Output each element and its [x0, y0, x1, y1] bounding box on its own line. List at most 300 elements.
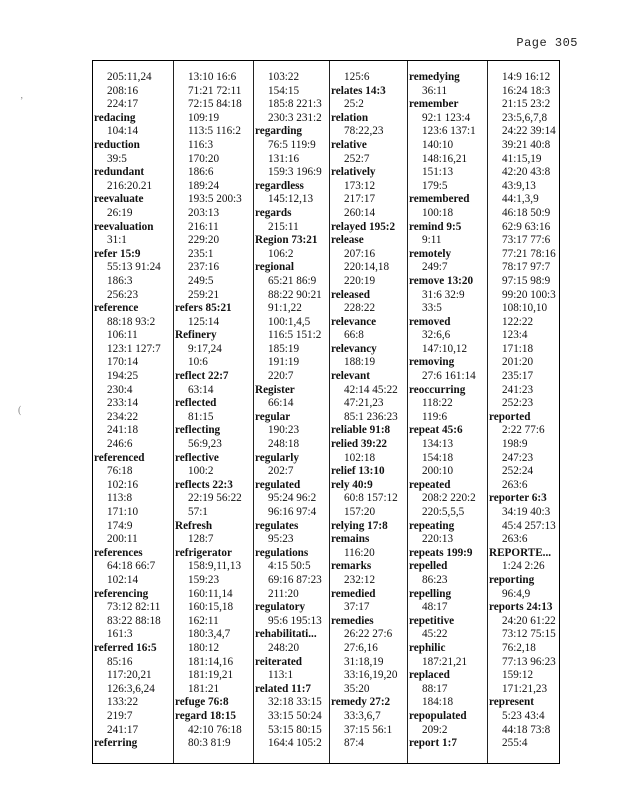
- page-reference: 171:10: [107, 506, 139, 518]
- page-reference: 99:20 100:3: [502, 288, 556, 301]
- page-reference: 85:16: [107, 655, 133, 668]
- page-reference: 180:12: [188, 641, 220, 654]
- page-reference: 241:23: [502, 383, 534, 396]
- page-reference: 9:11: [422, 234, 442, 247]
- page-reference: 103:22: [268, 71, 300, 83]
- index-term: removed: [409, 315, 451, 328]
- page-reference: 219:7: [107, 709, 133, 722]
- page-reference: 47:21,23: [344, 397, 384, 410]
- page-reference: 95:23: [268, 533, 294, 546]
- page-reference: 33:5: [422, 302, 442, 315]
- page-reference: 229:20: [188, 234, 220, 247]
- page-reference: 14:9 16:12: [502, 71, 551, 83]
- page-reference: 72:15 84:18: [188, 98, 242, 111]
- page-reference: 116:20: [344, 546, 375, 559]
- page-reference: 246:6: [107, 438, 133, 451]
- index-column-5: [407, 61, 487, 763]
- page-reference: 118:22: [422, 397, 453, 410]
- index-term: redundant: [94, 166, 145, 179]
- page-reference: 37:15 56:1: [344, 723, 393, 736]
- page-reference: 181:14,16: [188, 655, 234, 668]
- index-term: released: [331, 288, 370, 301]
- index-term: relevance: [331, 315, 377, 328]
- page-reference: 116:5 151:2: [268, 329, 322, 342]
- index-term: reflected: [175, 397, 217, 410]
- index-term: relatively: [331, 166, 376, 179]
- page-reference: 102:18: [344, 451, 376, 464]
- page-reference: 73:12 82:11: [107, 601, 161, 614]
- page-reference: 33:16,19,20: [344, 669, 398, 682]
- page-reference: 77:21 78:16: [502, 247, 556, 260]
- index-term: regards: [255, 206, 292, 219]
- index-term: repopulated: [409, 709, 467, 722]
- page-reference: 96:16 97:4: [268, 506, 317, 518]
- page-reference: 91:1,22: [268, 302, 302, 315]
- page-reference: 73:17 77:6: [502, 234, 551, 247]
- page-reference: 34:19 40:3: [502, 506, 551, 518]
- page-reference: 27:6 161:14: [422, 370, 476, 383]
- page-reference: 220:5,5,5: [422, 506, 465, 518]
- page-reference: 119:6: [422, 410, 448, 423]
- page-reference: 21:15 23:2: [502, 98, 551, 111]
- index-term: referencing: [94, 587, 149, 600]
- index-term: relevant: [331, 370, 370, 383]
- index-term: remedy 27:2: [331, 696, 391, 709]
- page-reference: 64:18 66:7: [107, 560, 156, 573]
- index-term: Refresh: [175, 519, 213, 532]
- page-reference: 216:20.21: [107, 179, 153, 192]
- page-reference: 255:4: [502, 737, 528, 750]
- page-reference: 203:13: [188, 206, 220, 219]
- page-reference: 154:18: [422, 451, 454, 464]
- page-reference: 88:18 93:2: [107, 315, 156, 328]
- page-reference: 57:1: [188, 506, 208, 518]
- index-term: reported: [489, 410, 531, 423]
- page-reference: 161:3: [107, 628, 133, 641]
- index-term: remind 9:5: [409, 220, 462, 233]
- page-reference: 25:2: [344, 98, 364, 111]
- index-term: remedied: [331, 587, 376, 600]
- index-term: referred 16:5: [94, 641, 157, 654]
- page-reference: 42:20 43:8: [502, 166, 551, 179]
- page-reference: 42:10 76:18: [188, 723, 242, 736]
- page-reference: 228:22: [344, 302, 376, 315]
- index-term: regulates: [255, 519, 299, 532]
- page-reference: 16:24 18:3: [502, 84, 551, 97]
- page-reference: 95:24 96:2: [268, 492, 317, 505]
- index-term: rephilic: [409, 641, 446, 654]
- page-reference: 123:1 127:7: [107, 342, 161, 355]
- page-reference: 78:22,23: [344, 125, 384, 138]
- page-reference: 65:21 86:9: [268, 274, 317, 287]
- page-reference: 247:23: [502, 451, 534, 464]
- page-reference: 69:16 87:23: [268, 573, 322, 586]
- page-reference: 131:16: [268, 152, 300, 165]
- page-reference: 158:9,11,13: [188, 560, 242, 573]
- index-term: rely 40:9: [331, 478, 373, 491]
- index-term: regulated: [255, 478, 301, 491]
- index-term: reflects 22:3: [175, 478, 233, 491]
- scan-mark: (: [18, 405, 22, 416]
- page-reference: 173:12: [344, 179, 376, 192]
- page-reference: 145:12,13: [268, 193, 314, 206]
- page-reference: 73:12 75:15: [502, 628, 556, 641]
- page-reference: 109:19: [188, 111, 220, 124]
- index-term: reevaluation: [94, 220, 154, 233]
- word-index-table: [92, 60, 560, 764]
- page-reference: 102:14: [107, 573, 139, 586]
- page-reference: 60:8 157:12: [344, 492, 398, 505]
- index-term: reporting: [489, 573, 535, 586]
- page-reference: 76:5 119:9: [268, 138, 316, 151]
- page-reference: 220:14,18: [344, 261, 390, 274]
- page-reference: 63:14: [188, 383, 214, 396]
- page-reference: 160:15,18: [188, 601, 234, 614]
- index-term: related 11:7: [255, 682, 312, 695]
- page-reference: 88:17: [422, 682, 448, 695]
- page-reference: 186:6: [188, 166, 214, 179]
- page-reference: 194:25: [107, 370, 139, 383]
- page-reference: 22:19 56:22: [188, 492, 242, 505]
- page-reference: 151:13: [422, 166, 454, 179]
- page-reference: 53:15 80:15: [268, 723, 322, 736]
- page-reference: 87:4: [344, 737, 364, 750]
- index-column-2: [173, 61, 253, 763]
- index-term: reliable 91:8: [331, 424, 391, 437]
- index-term: relying 17:8: [331, 519, 388, 532]
- page-reference: 181:19,21: [188, 669, 234, 682]
- page-reference: 248:20: [268, 641, 300, 654]
- page-reference: 1:24 2:26: [502, 560, 545, 573]
- page-reference: 128:7: [188, 533, 214, 546]
- index-term: relayed 195:2: [331, 220, 396, 233]
- index-term: remarks: [331, 560, 372, 573]
- index-term: regular: [255, 410, 291, 423]
- index-term: referring: [94, 737, 138, 750]
- index-term: refuge 76:8: [175, 696, 229, 709]
- page-reference: 96:4,9: [502, 587, 531, 600]
- page-reference: 193:5 200:3: [188, 193, 242, 206]
- page-reference: 191:19: [268, 356, 300, 369]
- page-reference: 37:17: [344, 601, 370, 614]
- page-reference: 44:18 73:8: [502, 723, 551, 736]
- index-term: refrigerator: [175, 546, 232, 559]
- page-reference: 80:3 81:9: [188, 737, 231, 750]
- page-reference: 31:18,19: [344, 655, 384, 668]
- page-reference: 230:3 231:2: [268, 111, 322, 124]
- index-term: release: [331, 234, 364, 247]
- page-reference: 160:11,14: [188, 587, 233, 600]
- page-reference: 126:3,6,24: [107, 682, 155, 695]
- page-reference: 154:15: [268, 84, 300, 97]
- page-reference: 148:16,21: [422, 152, 468, 165]
- page-reference: 108:10,10: [502, 302, 548, 315]
- index-term: removing: [409, 356, 455, 369]
- page-reference: 66:8: [344, 329, 364, 342]
- page-reference: 211:20: [268, 587, 299, 600]
- page-reference: 209:2: [422, 723, 448, 736]
- page-reference: 201:20: [502, 356, 534, 369]
- index-term: repelling: [409, 587, 452, 600]
- index-term: reference: [94, 302, 139, 315]
- index-term: relative: [331, 138, 367, 151]
- page-reference: 39:5: [107, 152, 127, 165]
- index-term: repeated: [409, 478, 451, 491]
- page-reference: 157:20: [344, 506, 376, 518]
- page-reference: 97:15 98:9: [502, 274, 551, 287]
- page-reference: 208:2 220:2: [422, 492, 476, 505]
- index-term: references: [94, 546, 143, 559]
- index-term: represent: [489, 696, 534, 709]
- scan-mark: ’: [20, 96, 24, 107]
- index-column-3: [253, 61, 329, 763]
- page-reference: 171:21,23: [502, 682, 548, 695]
- index-term: regional: [255, 261, 294, 274]
- page-reference: 78:17 97:7: [502, 261, 551, 274]
- index-column-6: [487, 61, 560, 763]
- page-reference: 140:10: [422, 138, 454, 151]
- index-term: regulations: [255, 546, 309, 559]
- page-reference: 185:19: [268, 342, 300, 355]
- page-reference: 230:4: [107, 383, 133, 396]
- page-reference: 123:6 137:1: [422, 125, 476, 138]
- page-reference: 220:7: [268, 370, 294, 383]
- page-reference: 202:7: [268, 465, 294, 478]
- index-term: reporter 6:3: [489, 492, 547, 505]
- index-term: remember: [409, 98, 459, 111]
- index-term: relates 14:3: [331, 84, 386, 97]
- page-reference: 122:22: [502, 315, 534, 328]
- page-reference: 35:20: [344, 682, 370, 695]
- page-number: Page 305: [516, 36, 578, 50]
- page-reference: 92:1 123:4: [422, 111, 471, 124]
- page-reference: 5:23 43:4: [502, 709, 545, 722]
- page-reference: 33:15 50:24: [268, 709, 322, 722]
- page-reference: 179:5: [422, 179, 448, 192]
- page-reference: 208:16: [107, 84, 139, 97]
- index-term: Refinery: [175, 329, 217, 342]
- index-term: reflect 22:7: [175, 370, 229, 383]
- index-term: repeating: [409, 519, 455, 532]
- page-reference: 181:21: [188, 682, 220, 695]
- page-reference: 36:11: [422, 84, 448, 97]
- page-reference: 224:17: [107, 98, 139, 111]
- page-reference: 2:22 77:6: [502, 424, 545, 437]
- index-term: relief 13:10: [331, 465, 385, 478]
- page-reference: 263:6: [502, 478, 528, 491]
- index-term: relied 39:22: [331, 438, 388, 451]
- index-term: reoccurring: [409, 383, 466, 396]
- page-reference: 113:1: [268, 669, 294, 682]
- index-term: relevancy: [331, 342, 377, 355]
- page-reference: 184:18: [422, 696, 454, 709]
- page-reference: 187:21,21: [422, 655, 468, 668]
- page-reference: 100:2: [188, 465, 214, 478]
- page-reference: 205:11,24: [107, 71, 152, 83]
- page-reference: 41:15,19: [502, 152, 542, 165]
- page-reference: 81:15: [188, 410, 214, 423]
- index-column-1: [93, 61, 173, 763]
- page-reference: 55:13 91:24: [107, 261, 161, 274]
- page-reference: 66:14: [268, 397, 294, 410]
- page-reference: 260:14: [344, 206, 376, 219]
- page-reference: 48:17: [422, 601, 448, 614]
- page-reference: 198:9: [502, 438, 528, 451]
- page-reference: 159:12: [502, 669, 534, 682]
- page-reference: 123:4: [502, 329, 528, 342]
- page-reference: 248:18: [268, 438, 300, 451]
- page-reference: 33:3,6,7: [344, 709, 381, 722]
- page-reference: 180:3,4,7: [188, 628, 231, 641]
- page-reference: 95:6 195:13: [268, 614, 322, 627]
- page-reference: 42:14 45:22: [344, 383, 398, 396]
- page-reference: 220:19: [344, 274, 376, 287]
- page-reference: 76:18: [107, 465, 133, 478]
- page-reference: 200:10: [422, 465, 454, 478]
- page-reference: 256:23: [107, 288, 139, 301]
- page-reference: 162:11: [188, 614, 219, 627]
- page-reference: 24:20 61:22: [502, 614, 556, 627]
- page-reference: 45:22: [422, 628, 448, 641]
- index-term: report 1:7: [409, 737, 457, 750]
- page-reference: 39:21 40:8: [502, 138, 551, 151]
- index-term: regarding: [255, 125, 303, 138]
- page-reference: 9:17,24: [188, 342, 222, 355]
- page-reference: 200:11: [107, 533, 138, 546]
- page-reference: 4:15 50:5: [268, 560, 311, 573]
- page-reference: 189:24: [188, 179, 220, 192]
- index-term: rehabilitati...: [255, 628, 317, 641]
- page-reference: 170:20: [188, 152, 220, 165]
- page-reference: 88:22 90:21: [268, 288, 322, 301]
- page-reference: 159:3 196:9: [268, 166, 322, 179]
- page-reference: 27:6,16: [344, 641, 378, 654]
- page-reference: 44:1,3,9: [502, 193, 539, 206]
- index-term: reflecting: [175, 424, 221, 437]
- page-reference: 241:17: [107, 723, 139, 736]
- page-reference: 86:23: [422, 573, 448, 586]
- page-reference: 216:11: [188, 220, 219, 233]
- page-reference: 159:23: [188, 573, 220, 586]
- page-reference: 234:22: [107, 410, 139, 423]
- page-reference: 106:11: [107, 329, 138, 342]
- index-term: relation: [331, 111, 369, 124]
- page-reference: 252:24: [502, 465, 534, 478]
- page-reference: 24:22 39:14: [502, 125, 556, 138]
- page-reference: 116:3: [188, 138, 214, 151]
- page-reference: 32:18 33:15: [268, 696, 322, 709]
- index-term: REPORTE...: [489, 546, 552, 559]
- index-term: regularly: [255, 451, 299, 464]
- page-reference: 125:6: [344, 71, 370, 83]
- page-reference: 147:10,12: [422, 342, 468, 355]
- page-reference: 77:13 96:23: [502, 655, 556, 668]
- index-term: regulatory: [255, 601, 306, 614]
- page-reference: 164:4 105:2: [268, 737, 322, 750]
- index-term: replaced: [409, 669, 450, 682]
- page-reference: 104:14: [107, 125, 139, 138]
- index-term: remotely: [409, 247, 452, 260]
- page-reference: 263:6: [502, 533, 528, 546]
- page-reference: 207:16: [344, 247, 376, 260]
- page-reference: 190:23: [268, 424, 300, 437]
- page-reference: 62:9 63:16: [502, 220, 551, 233]
- page-reference: 185:8 221:3: [268, 98, 322, 111]
- page-reference: 106:2: [268, 247, 294, 260]
- page-reference: 232:12: [344, 573, 376, 586]
- page-reference: 83:22 88:18: [107, 614, 161, 627]
- index-term: repeats 199:9: [409, 546, 473, 559]
- index-column-4: [329, 61, 407, 763]
- page-reference: 31:6 32:9: [422, 288, 465, 301]
- page-reference: 117:20,21: [107, 669, 152, 682]
- page-reference: 186:3: [107, 274, 133, 287]
- index-term: remedies: [331, 614, 374, 627]
- index-term: regard 18:15: [175, 709, 237, 722]
- page-reference: 170:14: [107, 356, 139, 369]
- page-reference: 100:18: [422, 206, 454, 219]
- page-reference: 259:21: [188, 288, 220, 301]
- page-reference: 100:1,4,5: [268, 315, 311, 328]
- index-term: repeat 45:6: [409, 424, 463, 437]
- page-reference: 113:5 116:2: [188, 125, 241, 138]
- page-reference: 252:7: [344, 152, 370, 165]
- index-term: reevaluate: [94, 193, 144, 206]
- index-term: Register: [255, 383, 295, 396]
- page-reference: 113:8: [107, 492, 133, 505]
- page-reference: 174:9: [107, 519, 133, 532]
- page-reference: 235:1: [188, 247, 214, 260]
- index-term: remedying: [409, 71, 460, 83]
- page-reference: 249:7: [422, 261, 448, 274]
- index-term: repelled: [409, 560, 448, 573]
- page-reference: 237:16: [188, 261, 220, 274]
- index-term: refer 15:9: [94, 247, 141, 260]
- page-reference: 23:5,6,7,8: [502, 111, 548, 124]
- page-reference: 43:9,13: [502, 179, 536, 192]
- index-term: reflective: [175, 451, 219, 464]
- page-reference: 13:10 16:6: [188, 71, 237, 83]
- index-term: Region 73:21: [255, 234, 318, 247]
- page-reference: 56:9,23: [188, 438, 222, 451]
- page-reference: 26:19: [107, 206, 133, 219]
- page-reference: 217:17: [344, 193, 376, 206]
- index-term: remains: [331, 533, 370, 546]
- index-term: reduction: [94, 138, 140, 151]
- page-reference: 32:6,6: [422, 329, 451, 342]
- page-reference: 171:18: [502, 342, 534, 355]
- index-term: remembered: [409, 193, 470, 206]
- page-reference: 76:2,18: [502, 641, 536, 654]
- page-reference: 188:19: [344, 356, 376, 369]
- page-reference: 235:17: [502, 370, 534, 383]
- index-term: reiterated: [255, 655, 303, 668]
- page-reference: 134:13: [422, 438, 454, 451]
- index-term: reports 24:13: [489, 601, 553, 614]
- page-reference: 46:18 50:9: [502, 206, 551, 219]
- page-reference: 220:13: [422, 533, 454, 546]
- page-reference: 215:11: [268, 220, 299, 233]
- index-term: regardless: [255, 179, 304, 192]
- index-term: redacing: [94, 111, 136, 124]
- page-reference: 249:5: [188, 274, 214, 287]
- page-reference: 233:14: [107, 397, 139, 410]
- index-term: referenced: [94, 451, 145, 464]
- page-reference: 71:21 72:11: [188, 84, 242, 97]
- page-reference: 26:22 27:6: [344, 628, 393, 641]
- index-term: remove 13:20: [409, 274, 474, 287]
- page-reference: 133:22: [107, 696, 139, 709]
